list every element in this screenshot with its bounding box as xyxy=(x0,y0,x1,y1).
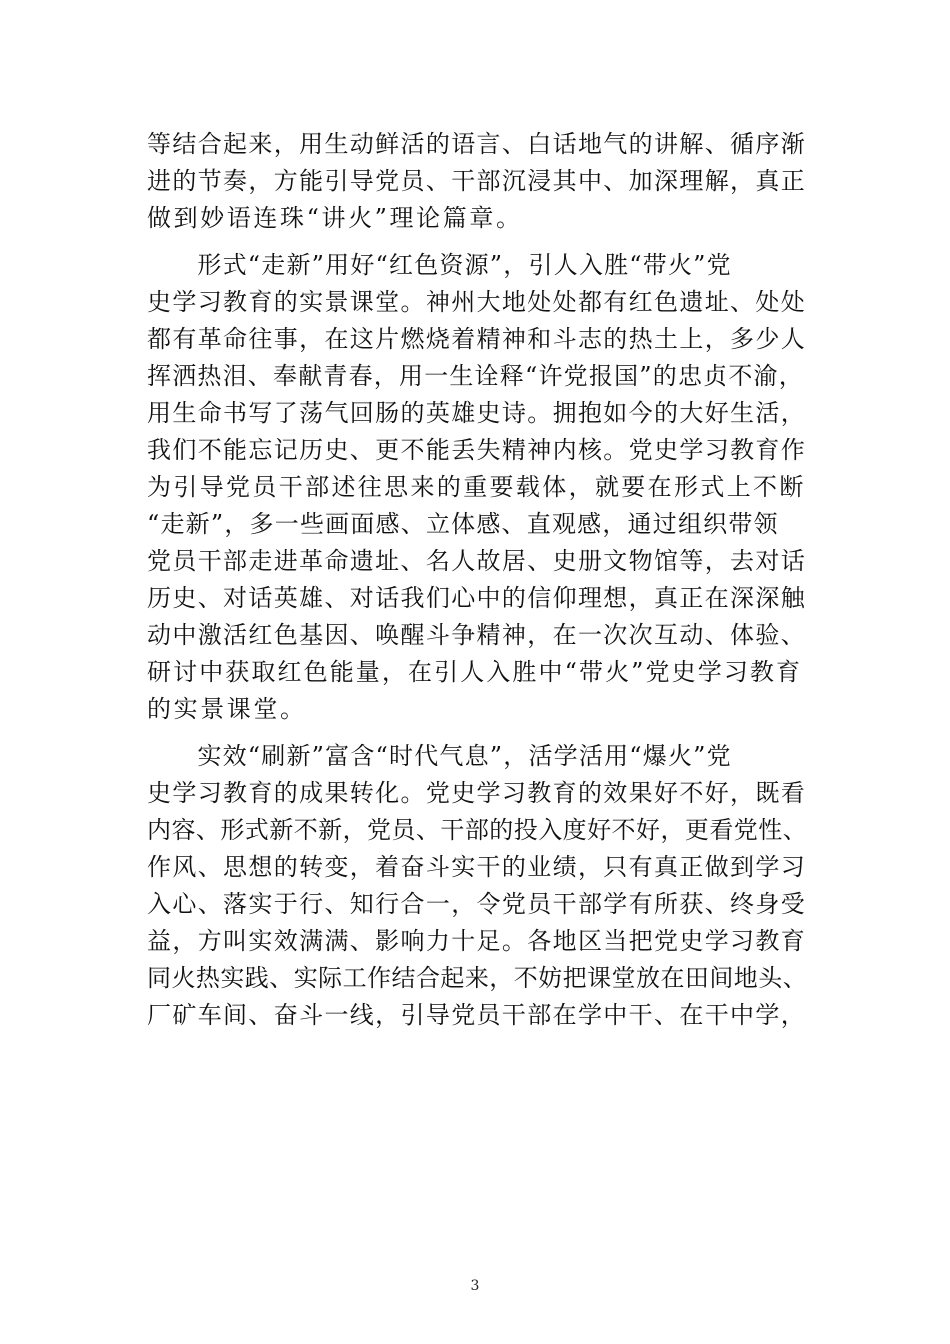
text-line: 为引导党员干部述往思来的重要载体，就要在形式上不断 xyxy=(147,473,806,501)
text-line: 内容、形式新不新，党员、干部的投入度好不好，更看党性、 xyxy=(147,816,808,844)
text-line: 作风、思想的转变，着奋斗实干的业绩，只有真正做到学习 xyxy=(147,853,807,881)
text-line: 做到妙语连珠“讲火”理论篇章。 xyxy=(147,204,523,232)
text-line: 同火热实践、实际工作结合起来，不妨把课堂放在田间地头、 xyxy=(147,964,808,992)
text-line: 史学习教育的成果转化。党史学习教育的效果好不好，既看 xyxy=(147,779,807,807)
paragraph-1 xyxy=(147,126,807,237)
text-line: 厂矿车间、奋斗一线，引导党员干部在学中干、在干中学， xyxy=(147,1001,807,1029)
text-line: 形式“走新”用好“红色资源”，引人入胜“带火”党 xyxy=(147,251,732,279)
paragraph-3 xyxy=(147,738,807,1034)
text-line: 入心、落实于行、知行合一，令党员干部学有所获、终身受 xyxy=(147,890,807,918)
body-text xyxy=(147,126,807,1034)
text-line: 实效“刷新”富含“时代气息”，活学活用“爆火”党 xyxy=(147,742,732,770)
text-line: 挥洒热泪、奉献青春，用一生诠释“许党报国”的忠贞不渝， xyxy=(147,362,804,390)
text-line: 研讨中获取红色能量，在引人入胜中“带火”党史学习教育 xyxy=(147,658,803,686)
text-line: 益，方叫实效满满、影响力十足。各地区当把党史学习教育 xyxy=(147,927,807,955)
text-line: 我们不能忘记历史、更不能丢失精神内核。党史学习教育作 xyxy=(147,436,807,464)
text-line: 史学习教育的实景课堂。神州大地处处都有红色遗址、处处 xyxy=(147,288,807,316)
page-number: 3 xyxy=(470,1278,480,1294)
paragraph-2 xyxy=(147,247,807,728)
text-line: 都有革命往事，在这片燃烧着精神和斗志的热土上，多少人 xyxy=(147,325,807,353)
text-line: 党员干部走进革命遗址、名人故居、史册文物馆等，去对话 xyxy=(147,547,807,575)
text-line: 的实景课堂。 xyxy=(147,695,307,723)
paragraph-spacing xyxy=(147,728,807,738)
text-line: 进的节奏，方能引导党员、干部沉浸其中、加深理解，真正 xyxy=(147,167,807,195)
text-line: 历史、对话英雄、对话我们心中的信仰理想，真正在深深触 xyxy=(147,584,807,612)
text-line: “走新”，多一些画面感、立体感、直观感，通过组织带领 xyxy=(147,510,779,538)
text-line: 用生命书写了荡气回肠的英雄史诗。拥抱如今的大好生活， xyxy=(147,399,807,427)
text-line: 动中激活红色基因、唤醒斗争精神，在一次次互动、体验、 xyxy=(147,621,807,649)
paragraph-spacing xyxy=(147,237,807,247)
text-line: 等结合起来，用生动鲜活的语言、白话地气的讲解、循序渐 xyxy=(147,130,807,158)
